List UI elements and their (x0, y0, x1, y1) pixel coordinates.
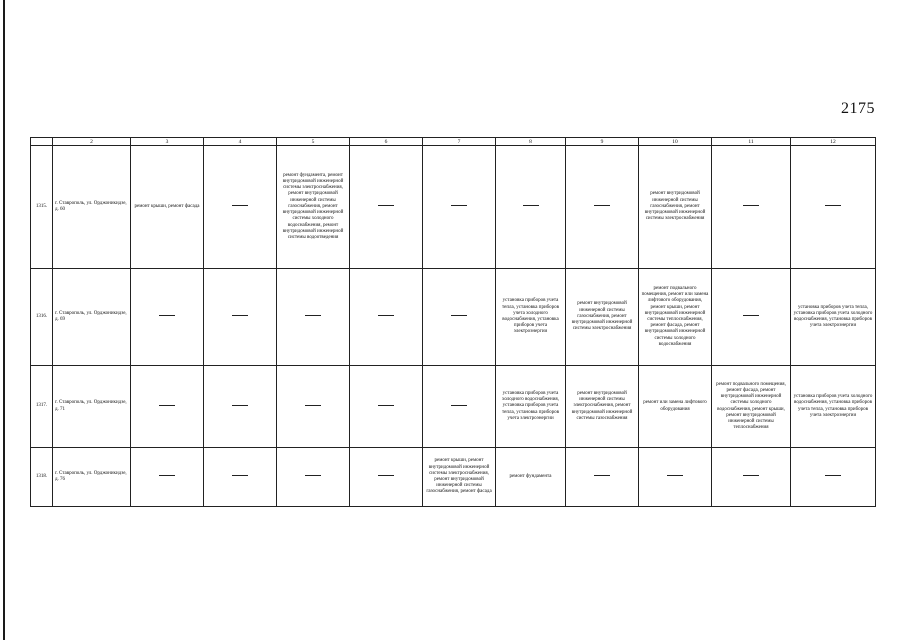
dash-mark (743, 315, 759, 316)
work-description-cell: установка приборов учета тепла, установка приборов учета холодного водоснабжения, установка приборов учета электроэнергии (791, 269, 876, 366)
dash-mark (305, 315, 321, 316)
column-header: 3 (131, 138, 204, 146)
empty-dash-cell (350, 366, 423, 448)
column-header: 11 (712, 138, 791, 146)
empty-dash-cell (204, 146, 277, 269)
dash-mark (305, 475, 321, 476)
empty-dash-cell (566, 146, 639, 269)
empty-dash-cell (496, 146, 566, 269)
table-row (31, 269, 876, 366)
page-left-edge (3, 0, 5, 640)
dash-mark (743, 475, 759, 476)
empty-dash-cell (131, 366, 204, 448)
dash-mark (159, 405, 175, 406)
dash-mark (825, 205, 841, 206)
column-header: 9 (566, 138, 639, 146)
column-header: 7 (423, 138, 496, 146)
work-description-cell: установка приборов учета тепла, установка приборов учета холодного водоснабжения, установка приборов учета электроэнергии (496, 269, 566, 366)
repair-schedule-table (30, 137, 876, 507)
empty-dash-cell (791, 146, 876, 269)
row-number: 1318. (31, 448, 53, 507)
column-header: 5 (277, 138, 350, 146)
work-description-cell: ремонт внутридомовой инженерной системы газоснабжения, ремонт внутридомовой инженерной системы электроснабжения (639, 146, 712, 269)
empty-dash-cell (131, 448, 204, 507)
empty-dash-cell (204, 269, 277, 366)
table-header-row (31, 138, 876, 146)
dash-mark (378, 205, 394, 206)
dash-mark (305, 405, 321, 406)
dash-mark (232, 205, 248, 206)
work-description-cell: ремонт внутридомовой инженерной системы газоснабжения, ремонт внутридомовой инженерной системы электроснабжения (566, 269, 639, 366)
row-number: 1315. (31, 146, 53, 269)
row-number: 1317. (31, 366, 53, 448)
table-row (31, 146, 876, 269)
dash-mark (594, 475, 610, 476)
address-cell: г. Ставрополь, ул. Орджоникидзе, д. 60 (53, 146, 131, 269)
empty-dash-cell (350, 269, 423, 366)
column-header: 2 (53, 138, 131, 146)
dash-mark (159, 315, 175, 316)
empty-dash-cell (791, 448, 876, 507)
work-description-cell: ремонт фундамента, ремонт внутридомовой инженерной системы электроснабжения, ремонт внутридомовой инженерной системы газоснабжения, ремонт внутридомовой инженерной системы холодного водоснабжения, ремонт внутридомовой инженерной системы водоотведения (277, 146, 350, 269)
work-description-cell: ремонт крыши, ремонт фасада (131, 146, 204, 269)
empty-dash-cell (277, 448, 350, 507)
work-description-cell: установка приборов учета холодного водоснабжения, установка приборов учета тепла, установка приборов учета электроэнергии (496, 366, 566, 448)
dash-mark (232, 405, 248, 406)
empty-dash-cell (277, 269, 350, 366)
empty-dash-cell (131, 269, 204, 366)
empty-dash-cell (277, 366, 350, 448)
dash-mark (232, 475, 248, 476)
empty-dash-cell (566, 448, 639, 507)
column-header: 10 (639, 138, 712, 146)
empty-dash-cell (204, 366, 277, 448)
address-cell: г. Ставрополь, ул. Орджоникидзе, д. 76 (53, 448, 131, 507)
work-description-cell: ремонт внутридомовой инженерной системы электроснабжения, ремонт внутридомовой инженерной системы газоснабжения (566, 366, 639, 448)
work-description-cell: установка приборов учета холодного водоснабжения, установка приборов учета тепла, установка приборов учета электроэнергии (791, 366, 876, 448)
column-header: 8 (496, 138, 566, 146)
column-header: 4 (204, 138, 277, 146)
dash-mark (378, 405, 394, 406)
row-number: 1316. (31, 269, 53, 366)
dash-mark (451, 315, 467, 316)
dash-mark (523, 205, 539, 206)
empty-dash-cell (423, 146, 496, 269)
column-header: 6 (350, 138, 423, 146)
work-description-cell: ремонт фундамента (496, 448, 566, 507)
dash-mark (451, 205, 467, 206)
dash-mark (159, 475, 175, 476)
dash-mark (378, 475, 394, 476)
empty-dash-cell (423, 366, 496, 448)
dash-mark (667, 475, 683, 476)
page-number: 2175 (841, 100, 875, 117)
table-row (31, 448, 876, 507)
work-description-cell: ремонт крыши, ремонт внутридомовой инженерной системы электроснабжения, ремонт внутридомовой инженерной системы газоснабжения, ремонт фасада (423, 448, 496, 507)
empty-dash-cell (423, 269, 496, 366)
work-description-cell: ремонт подвального помещения, ремонт фасада, ремонт внутридомовой инженерной системы холодного водоснабжения, ремонт крыши, ремонт внутридомовой инженерной системы теплоснабжения (712, 366, 791, 448)
table-row (31, 366, 876, 448)
empty-dash-cell (350, 146, 423, 269)
column-header (31, 138, 53, 146)
dash-mark (594, 205, 610, 206)
dash-mark (825, 475, 841, 476)
empty-dash-cell (350, 448, 423, 507)
address-cell: г. Ставрополь, ул. Орджоникидзе, д. 71 (53, 366, 131, 448)
empty-dash-cell (204, 448, 277, 507)
work-description-cell: ремонт или замена лифтового оборудования (639, 366, 712, 448)
empty-dash-cell (712, 269, 791, 366)
dash-mark (743, 205, 759, 206)
empty-dash-cell (639, 448, 712, 507)
dash-mark (378, 315, 394, 316)
empty-dash-cell (712, 448, 791, 507)
empty-dash-cell (712, 146, 791, 269)
address-cell: г. Ставрополь, ул. Орджоникидзе, д. 69 (53, 269, 131, 366)
dash-mark (232, 315, 248, 316)
column-header: 12 (791, 138, 876, 146)
work-description-cell: ремонт подвального помещения, ремонт или замена лифтового оборудования, ремонт крыши, ремонт внутридомовой инженерной системы теплоснабжения, ремонт фасада, ремонт внутридомовой инженерной системы холодного водоснабжения (639, 269, 712, 366)
dash-mark (451, 405, 467, 406)
